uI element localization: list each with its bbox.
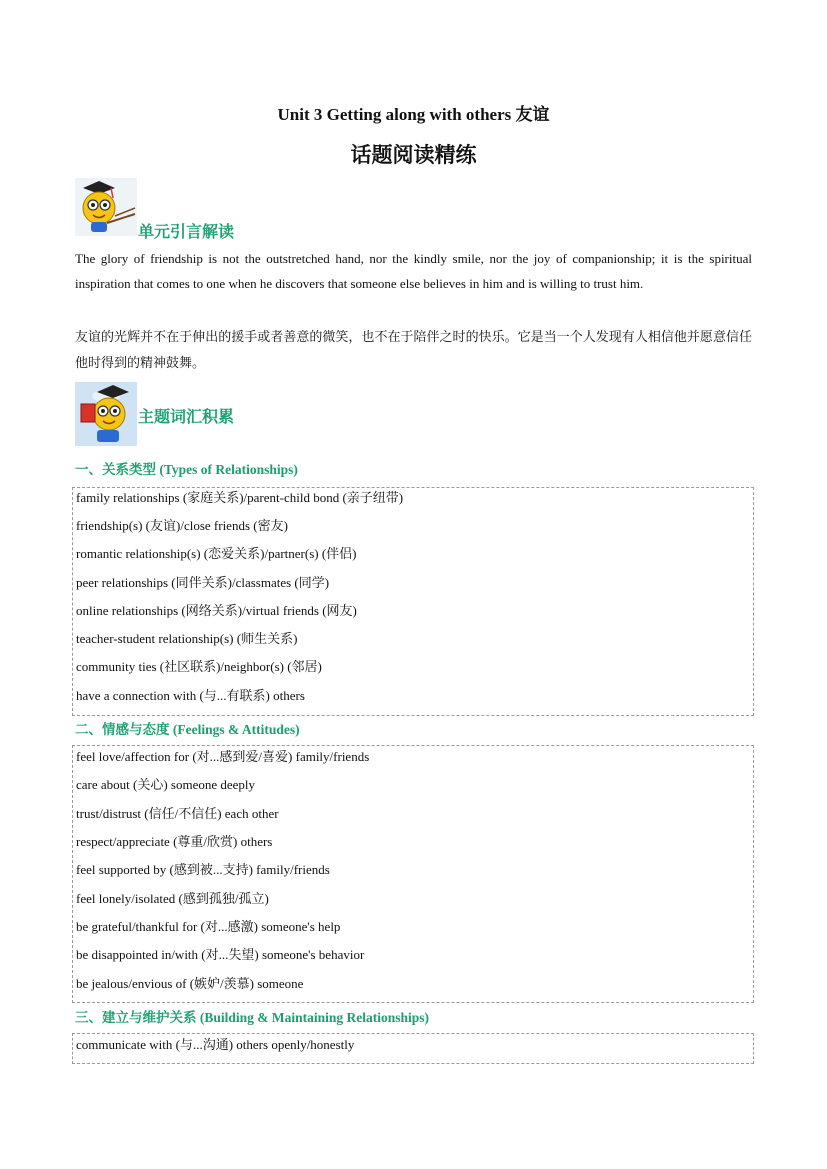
vocab-item: community ties (社区联系)/neighbor(s) (邻居) (76, 659, 322, 674)
vocab-item: care about (关心) someone deeply (76, 777, 256, 792)
vocab-item: friendship(s) (友谊)/close friends (密友) (76, 518, 288, 533)
vocab-item: feel lonely/isolated (感到孤独/孤立) (76, 891, 269, 906)
category-title-feelings-attitudes: 二、情感与态度 (Feelings & Attitudes) (75, 722, 300, 737)
vocab-section-heading: 主题词汇积累 (138, 409, 235, 426)
document-subtitle: 话题阅读精练 (350, 143, 477, 167)
vocab-item: feel supported by (感到被...支持) family/friends (76, 862, 330, 877)
vocab-item: be jealous/envious of (嫉妒/羡慕) someone (76, 976, 304, 991)
vocab-item: teacher-student relationship(s) (师生关系) (76, 631, 298, 646)
cartoon-student-icon (75, 382, 137, 451)
category-title-relationship-types: 一、关系类型 (Types of Relationships) (75, 462, 298, 477)
vocab-item: trust/distrust (信任/不信任) each other (76, 806, 279, 821)
vocab-item: online relationships (网络关系)/virtual friends (网友) (76, 603, 357, 618)
intro-english-quote: The glory of friendship is not the outstretched hand, nor the kindly smile, nor the joy of companionship; it is the spiritual inspiration that comes to one when he discovers that someone else believes in him and is willing to trust him. (75, 251, 752, 291)
vocab-item: respect/appreciate (尊重/欣赏) others (76, 834, 273, 849)
document-title: Unit 3 Getting along with others 友谊 (277, 105, 550, 124)
vocab-item: peer relationships (同伴关系)/classmates (同学) (76, 575, 330, 590)
cartoon-teacher-icon (75, 178, 137, 241)
vocab-item: family relationships (家庭关系)/parent-child bond (亲子纽带) (76, 490, 404, 505)
vocab-item: be grateful/thankful for (对...感激) someone's help (76, 919, 341, 934)
category-title-building-relationships: 三、建立与维护关系 (Building & Maintaining Relationships) (75, 1010, 430, 1025)
vocab-item: romantic relationship(s) (恋爱关系)/partner(s) (伴侣) (76, 546, 357, 561)
vocab-item: feel love/affection for (对...感到爱/喜爱) family/friends (76, 749, 370, 764)
intro-section-heading: 单元引言解读 (138, 224, 235, 241)
vocab-item: have a connection with (与...有联系) others (76, 688, 305, 703)
vocab-box-relationship-types (72, 487, 754, 716)
vocab-box-feelings-attitudes (72, 745, 754, 1003)
intro-chinese-translation: 友谊的光辉并不在于伸出的援手或者善意的微笑，也不在于陪伴之时的快乐。它是当一个人发现有人相信他并愿意信任他时得到的精神鼓舞。 (75, 329, 752, 370)
vocab-box-building-relationships (72, 1033, 754, 1064)
vocab-item: be disappointed in/with (对...失望) someone's behavior (76, 947, 365, 962)
vocab-item: communicate with (与...沟通) others openly/honestly (76, 1037, 355, 1052)
